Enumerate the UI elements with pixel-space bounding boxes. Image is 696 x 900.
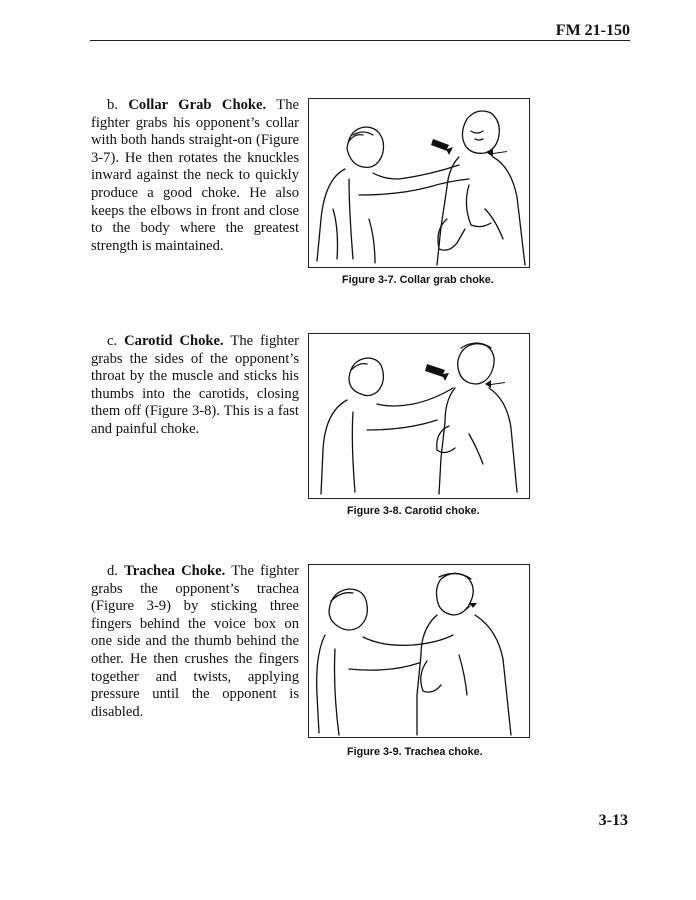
figure-caption: Figure 3-7. Collar grab choke. (342, 274, 494, 286)
figure-caption: Figure 3-9. Trachea choke. (347, 746, 483, 758)
section-body: The fighter grabs the opponent’s trachea (Figure 3-9) by sticking three fingers behind the voice box on one side and the thumb behind the other. He then crushes the fingers together and twists, applying pressure until the opponent is disabled. (91, 563, 299, 720)
carotid-choke-illustration (309, 334, 529, 498)
section-label: c. (107, 333, 118, 349)
figure-collar-grab-choke (308, 98, 530, 268)
page-number: 3-13 (598, 812, 628, 829)
section-collar-grab-choke (91, 97, 299, 255)
collar-grab-choke-illustration (309, 99, 529, 267)
section-label: b. (107, 97, 118, 113)
section-title: Collar Grab Choke. (128, 97, 267, 113)
figure-trachea-choke (308, 564, 530, 738)
section-trachea-choke (91, 563, 299, 721)
section-title: Carotid Choke. (124, 333, 224, 349)
header-rule (90, 40, 630, 41)
figure-carotid-choke (308, 333, 530, 499)
trachea-choke-illustration (309, 565, 529, 737)
section-title: Trachea Choke. (124, 563, 226, 579)
section-label: d. (107, 563, 118, 579)
figure-caption: Figure 3-8. Carotid choke. (347, 505, 480, 517)
manual-code: FM 21-150 (555, 22, 630, 39)
section-body: The fighter grabs the sides of the opponent’s throat by the muscle and sticks his thumbs into the carotids, closing them off (Figure 3-8). This is a fast and painful choke. (91, 333, 299, 437)
section-body: The fighter grabs his opponent’s collar with both hands straight-on (Figure 3-7). He then rotates the knuckles inward against the neck to quickly produce a good choke. He also keeps the elbows in front and close to the body where the greatest strength is maintained. (91, 97, 299, 254)
section-carotid-choke (91, 333, 299, 439)
